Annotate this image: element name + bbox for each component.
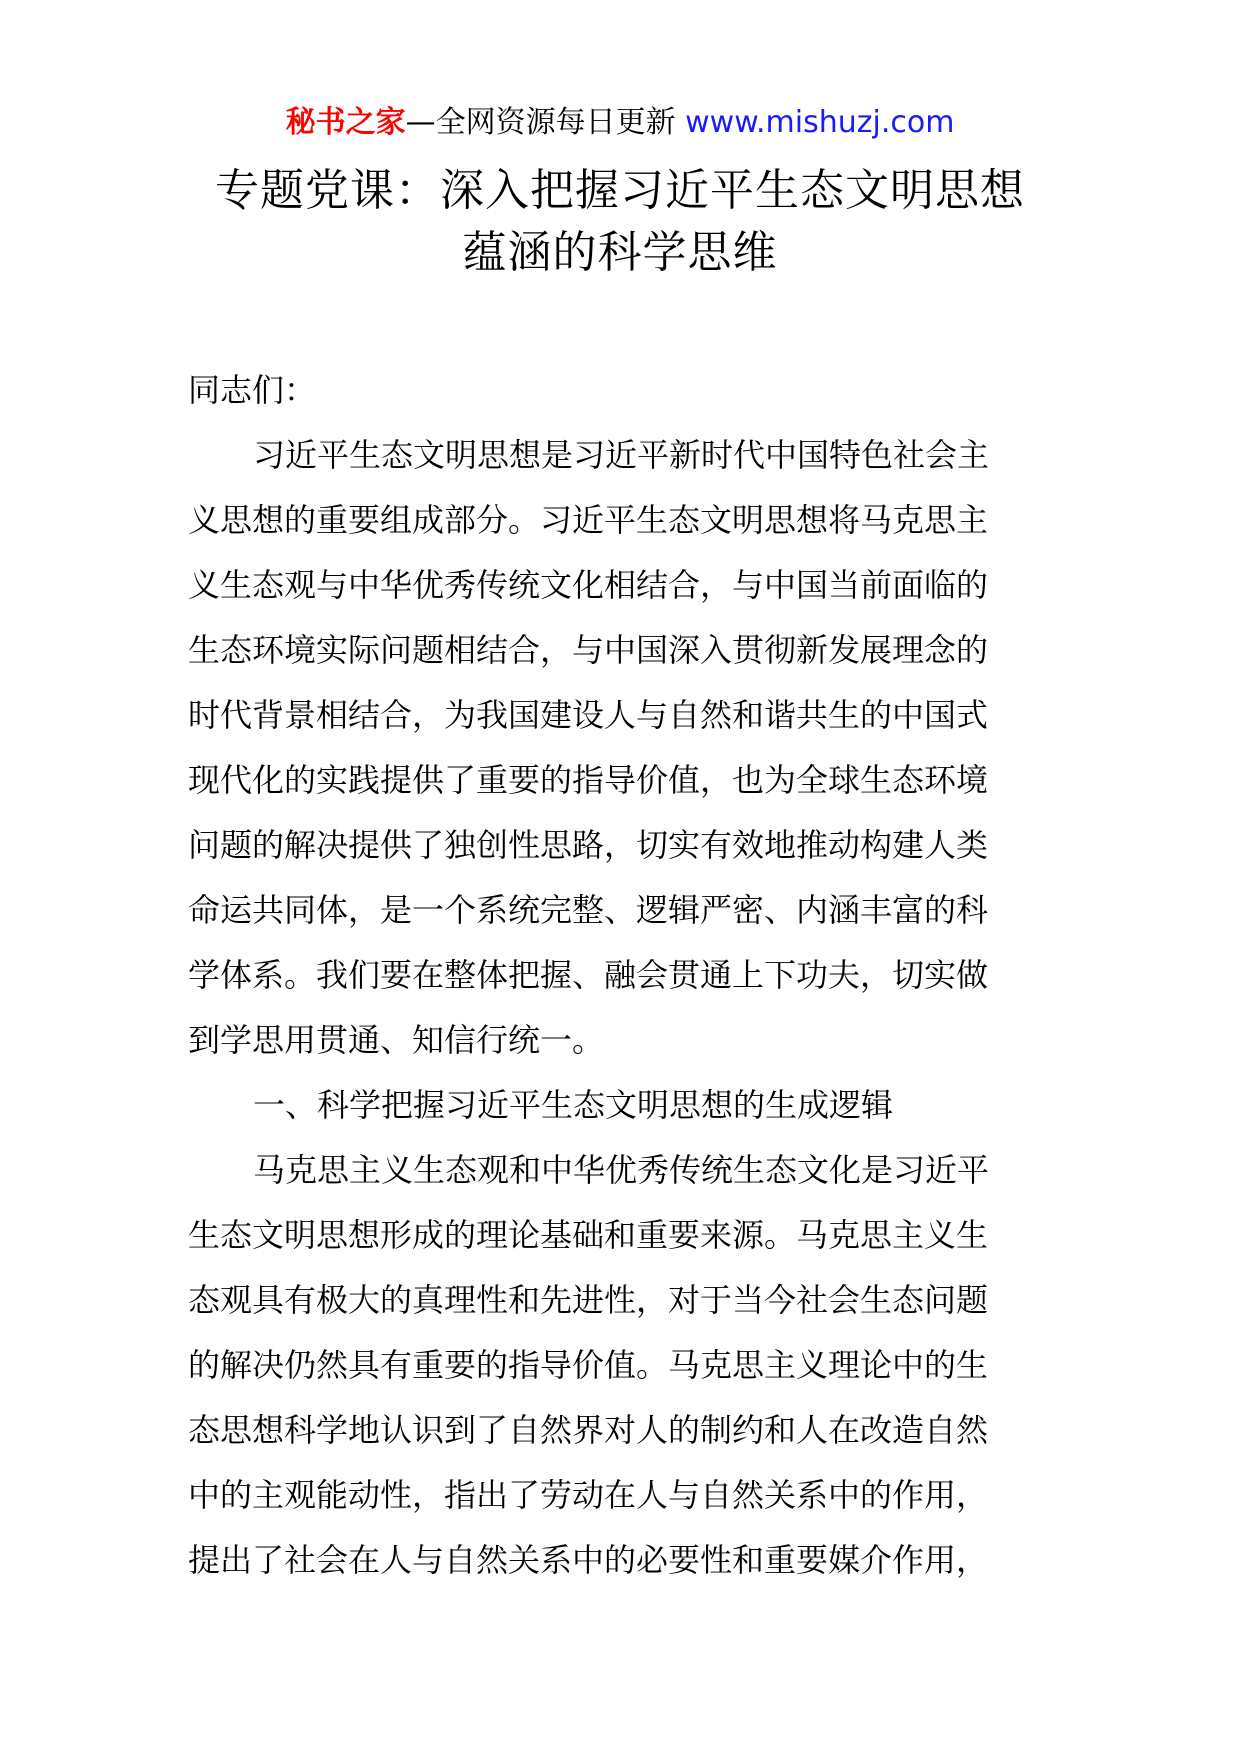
paragraph-line: 态思想科学地认识到了自然界对人的制约和人在改造自然 — [188, 1411, 989, 1449]
title-line-1: 专题党课：深入把握习近平生态文明思想 — [215, 165, 1025, 216]
paragraph-line: 时代背景相结合，为我国建设人与自然和谐共生的中国式 — [188, 696, 989, 734]
salutation: 同志们： — [188, 371, 317, 409]
title-line-2: 蕴涵的科学思维 — [462, 227, 778, 278]
paragraph-line: 问题的解决提供了独创性思路，切实有效地推动构建人类 — [188, 826, 989, 864]
site-header — [0, 103, 1240, 143]
paragraph-line: 学体系。我们要在整体把握、融会贯通上下功夫，切实做 — [188, 956, 989, 994]
paragraph-line: 中的主观能动性，指出了劳动在人与自然关系中的作用， — [188, 1476, 989, 1514]
section-heading: 一、科学把握习近平生态文明思想的生成逻辑 — [253, 1086, 894, 1124]
paragraph-line: 到学思用贯通、知信行统一。 — [188, 1021, 605, 1059]
header-tagline: —全网资源每日更新 — [405, 105, 686, 140]
paragraph-line: 义思想的重要组成部分。习近平生态文明思想将马克思主 — [188, 501, 989, 539]
paragraph-line: 命运共同体，是一个系统完整、逻辑严密、内涵丰富的科 — [188, 891, 989, 929]
paragraph-line: 提出了社会在人与自然关系中的必要性和重要媒介作用， — [188, 1541, 989, 1579]
brand-name: 秘书之家 — [285, 105, 406, 140]
paragraph-line: 习近平生态文明思想是习近平新时代中国特色社会主 — [253, 436, 990, 474]
document-title — [0, 160, 1240, 284]
paragraph-line: 义生态观与中华优秀传统文化相结合，与中国当前面临的 — [188, 566, 989, 604]
paragraph-line: 马克思主义生态观和中华优秀传统生态文化是习近平 — [253, 1151, 990, 1189]
paragraph-line: 态观具有极大的真理性和先进性，对于当今社会生态问题 — [188, 1281, 989, 1319]
paragraph-line: 生态环境实际问题相结合，与中国深入贯彻新发展理念的 — [188, 631, 989, 669]
document-body — [188, 358, 1068, 1593]
site-url[interactable]: www.mishuzj.com — [685, 105, 955, 140]
paragraph-line: 的解决仍然具有重要的指导价值。马克思主义理论中的生 — [188, 1346, 989, 1384]
paragraph-line: 现代化的实践提供了重要的指导价值，也为全球生态环境 — [188, 761, 989, 799]
paragraph-line: 生态文明思想形成的理论基础和重要来源。马克思主义生 — [188, 1216, 989, 1254]
